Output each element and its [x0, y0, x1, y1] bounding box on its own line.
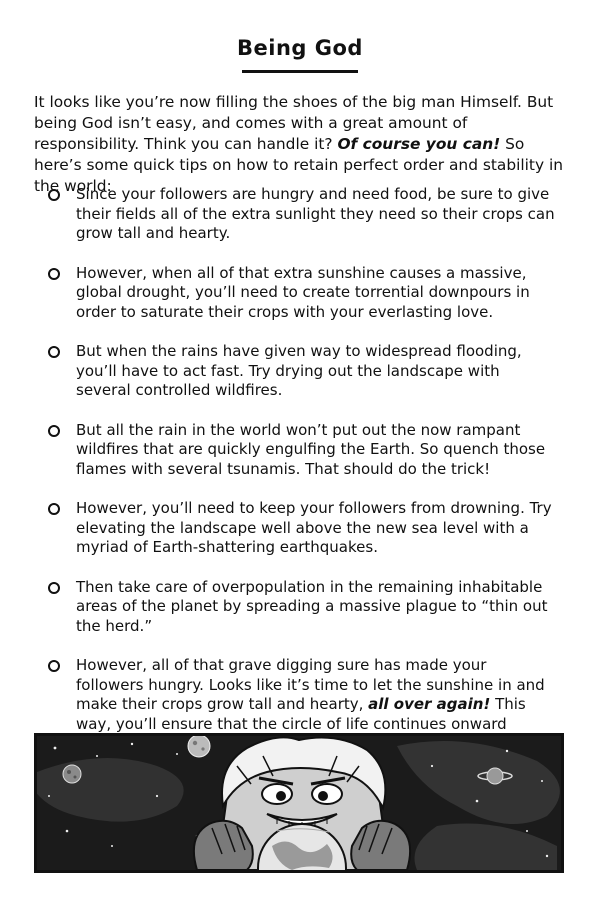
tips-list: [48, 185, 558, 774]
tip-text: Since your followers are hungry and need food, be sure to give their fields all of the extra sunlight they need so their crops can grow tall and hearty.: [76, 185, 555, 242]
circle-bullet-icon: [48, 660, 60, 672]
circle-bullet-icon: [48, 189, 60, 201]
tip-item: [48, 421, 558, 480]
page-title: Being God: [237, 36, 363, 60]
circle-bullet-icon: [48, 346, 60, 358]
tip-emphasis-1: all over again!: [368, 695, 491, 713]
tip-item: [48, 264, 558, 323]
tip-text: However, when all of that extra sunshine causes a massive, global drought, you’ll need to create torrential downpours in order to saturate their crops with your everlasting love.: [76, 263, 530, 321]
circle-bullet-icon: [48, 503, 60, 515]
intro-paragraph: [34, 92, 566, 197]
tip-text: But all the rain in the world won’t put out the now rampant wildfires that are quickly engulfing the Earth. So quench those flames with several tsunamis. That should do the trick!: [76, 420, 546, 478]
tip-item: [48, 185, 558, 244]
intro-text-1: It looks like you’re now filling the shoes of the big man Himself. But being God isn’t easy, and comes with a great amount of responsibility. Think you can handle it?: [34, 93, 554, 153]
tip-item: [48, 499, 558, 558]
tip-text-2: This way, you’ll ensure that the circle of life continues onward: [76, 695, 526, 733]
circle-bullet-icon: [48, 268, 60, 280]
tip-text: But when the rains have given way to widespread flooding, you’ll have to act fast. Try drying out the landscape with several controlled wildfires.: [76, 342, 522, 399]
circle-bullet-icon: [48, 582, 60, 594]
tip-text-1: However, all of that grave digging sure has made your followers hungry. Looks like it’s time to let the sunshine in and make their crops grow tall and hearty,: [76, 656, 545, 713]
circle-bullet-icon: [48, 425, 60, 437]
intro-text-2: So here’s some quick tips on how to retain perfect order and stability in the world:: [34, 135, 563, 195]
tip-item: [48, 578, 558, 637]
illustration-panel: [34, 733, 564, 873]
tip-item: [48, 342, 558, 401]
tip-text: However, you’ll need to keep your followers from drowning. Try elevating the landscape well above the new sea level with a myriad of Earth-shattering earthquakes.: [76, 499, 552, 556]
intro-emphasis: Of course you can!: [337, 135, 501, 153]
god-holding-earth-illustration: [37, 736, 561, 870]
tip-text: Then take care of overpopulation in the remaining inhabitable areas of the planet by spreading a massive plague to “thin out the herd.”: [76, 577, 548, 635]
title-underline: [242, 70, 358, 73]
